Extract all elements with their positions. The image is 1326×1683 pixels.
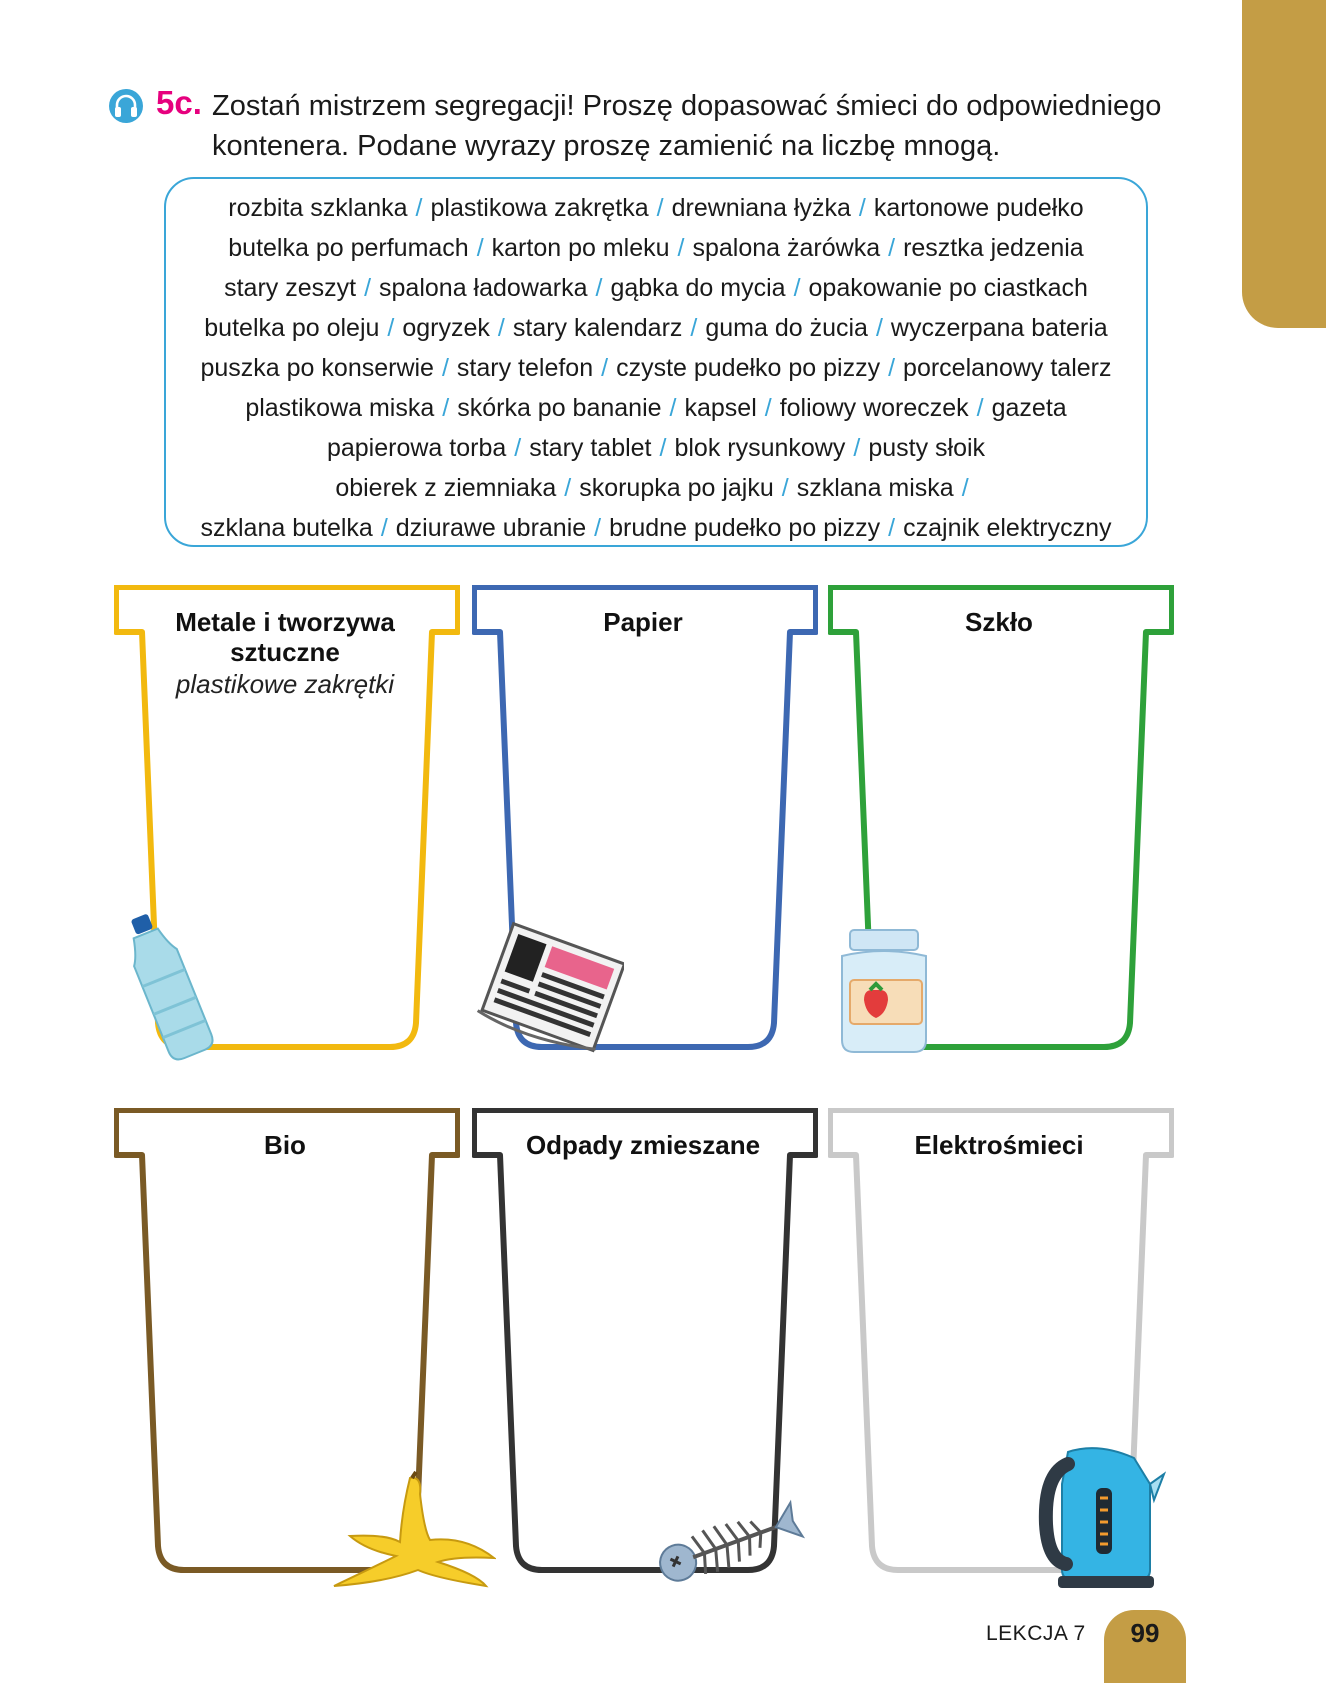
- word-separator: /: [594, 514, 602, 542]
- page-number-tab: [1104, 1610, 1186, 1683]
- word-separator: /: [564, 474, 572, 502]
- word-separator: /: [364, 274, 372, 302]
- word-bank-line: [166, 428, 1146, 468]
- word-bank-line: [166, 468, 1146, 508]
- word-item: brudne pudełko po pizzy: [609, 514, 881, 542]
- word-bank-lines: [166, 188, 1146, 548]
- headphones-icon: [108, 88, 144, 124]
- word-item: stary kalendarz: [512, 314, 683, 342]
- word-separator: /: [976, 394, 984, 422]
- word-item: butelka po oleju: [204, 314, 380, 342]
- word-separator: /: [961, 474, 969, 502]
- word-separator: /: [888, 354, 896, 382]
- word-separator: /: [888, 514, 896, 542]
- word-item: ogryzek: [402, 314, 490, 342]
- word-separator: /: [764, 394, 772, 422]
- bin-title: Elektrośmieci: [914, 1130, 1084, 1160]
- word-bank-line: [166, 508, 1146, 548]
- word-item: rozbita szklanka: [228, 194, 408, 222]
- word-item: dziurawe ubranie: [395, 514, 587, 542]
- word-item: gąbka do mycia: [610, 274, 786, 302]
- word-item: butelka po perfumach: [228, 234, 469, 262]
- word-item: spalona ładowarka: [379, 274, 588, 302]
- word-separator: /: [441, 354, 449, 382]
- word-separator: /: [514, 434, 522, 462]
- word-item: plastikowa zakrętka: [430, 194, 649, 222]
- word-separator: /: [781, 474, 789, 502]
- word-separator: /: [442, 394, 450, 422]
- word-item: skorupka po jajku: [579, 474, 774, 502]
- word-item: karton po mleku: [491, 234, 670, 262]
- word-item: kartonowe pudełko: [873, 194, 1084, 222]
- word-item: spalona żarówka: [692, 234, 881, 262]
- lesson-label: LEKCJA 7: [986, 1622, 1086, 1645]
- word-item: stary zeszyt: [224, 274, 357, 302]
- word-separator: /: [858, 194, 866, 222]
- word-item: puszka po konserwie: [200, 354, 434, 382]
- word-item: szklana miska: [796, 474, 954, 502]
- word-bank-line: [166, 388, 1146, 428]
- word-item: stary tablet: [529, 434, 652, 462]
- word-separator: /: [669, 394, 677, 422]
- instruction-line-1: Zostań mistrzem segregacji! Proszę dopasować śmieci do odpowiedniego: [212, 90, 1162, 122]
- word-separator: /: [853, 434, 861, 462]
- word-item: czyste pudełko po pizzy: [616, 354, 881, 382]
- word-separator: /: [793, 274, 801, 302]
- task-number: 5c.: [156, 84, 202, 121]
- word-separator: /: [380, 514, 388, 542]
- word-item: drewniana łyżka: [671, 194, 851, 222]
- word-separator: /: [659, 434, 667, 462]
- word-item: stary telefon: [456, 354, 594, 382]
- bin-title: Papier: [603, 607, 683, 637]
- word-bank-line: [166, 228, 1146, 268]
- word-separator: /: [875, 314, 883, 342]
- word-bank-box: [164, 177, 1148, 547]
- newspaper-icon: [474, 918, 624, 1068]
- word-item: szklana butelka: [200, 514, 373, 542]
- word-item: kapsel: [684, 394, 757, 422]
- fish-bone-icon: [648, 1482, 808, 1590]
- word-bank-line: [166, 308, 1146, 348]
- word-bank-line: [166, 348, 1146, 388]
- word-item: guma do żucia: [705, 314, 868, 342]
- task-instruction: [212, 86, 1222, 166]
- word-separator: /: [476, 234, 484, 262]
- bin-example-answer: plastikowe zakrętki: [175, 669, 395, 699]
- word-item: porcelanowy talerz: [903, 354, 1112, 382]
- word-separator: /: [497, 314, 505, 342]
- word-item: foliowy woreczek: [779, 394, 969, 422]
- word-item: czajnik elektryczny: [903, 514, 1112, 542]
- word-item: papierowa torba: [326, 434, 507, 462]
- chapter-side-tab: [1242, 0, 1326, 328]
- banana-peel-icon: [326, 1470, 496, 1590]
- electric-kettle-icon: [1038, 1444, 1166, 1590]
- word-bank-line: [166, 188, 1146, 228]
- bin-title: Bio: [264, 1130, 306, 1160]
- word-separator: /: [387, 314, 395, 342]
- word-separator: /: [415, 194, 423, 222]
- word-bank-line: [166, 268, 1146, 308]
- jam-jar-icon: [832, 928, 936, 1056]
- word-item: opakowanie po ciastkach: [808, 274, 1088, 302]
- word-separator: /: [601, 354, 609, 382]
- page-number: 99: [1130, 1618, 1160, 1648]
- word-item: wyczerpana bateria: [890, 314, 1108, 342]
- word-separator: /: [656, 194, 664, 222]
- plastic-bottle-icon: [118, 905, 228, 1065]
- word-separator: /: [690, 314, 698, 342]
- word-separator: /: [595, 274, 603, 302]
- word-item: obierek z ziemniaka: [335, 474, 557, 502]
- instruction-line-2: kontenera. Podane wyrazy proszę zamienić na liczbę mnogą.: [212, 130, 1001, 162]
- word-item: gazeta: [991, 394, 1067, 422]
- bin-title: Odpady zmieszane: [525, 1130, 761, 1160]
- word-item: skórka po bananie: [457, 394, 662, 422]
- word-separator: /: [677, 234, 685, 262]
- word-item: resztka jedzenia: [903, 234, 1084, 262]
- bin-title: Metale i tworzywa sztuczne: [175, 607, 395, 667]
- word-item: pusty słoik: [868, 434, 986, 462]
- word-item: plastikowa miska: [245, 394, 435, 422]
- word-separator: /: [888, 234, 896, 262]
- bin-title: Szkło: [965, 607, 1033, 637]
- word-item: blok rysunkowy: [674, 434, 846, 462]
